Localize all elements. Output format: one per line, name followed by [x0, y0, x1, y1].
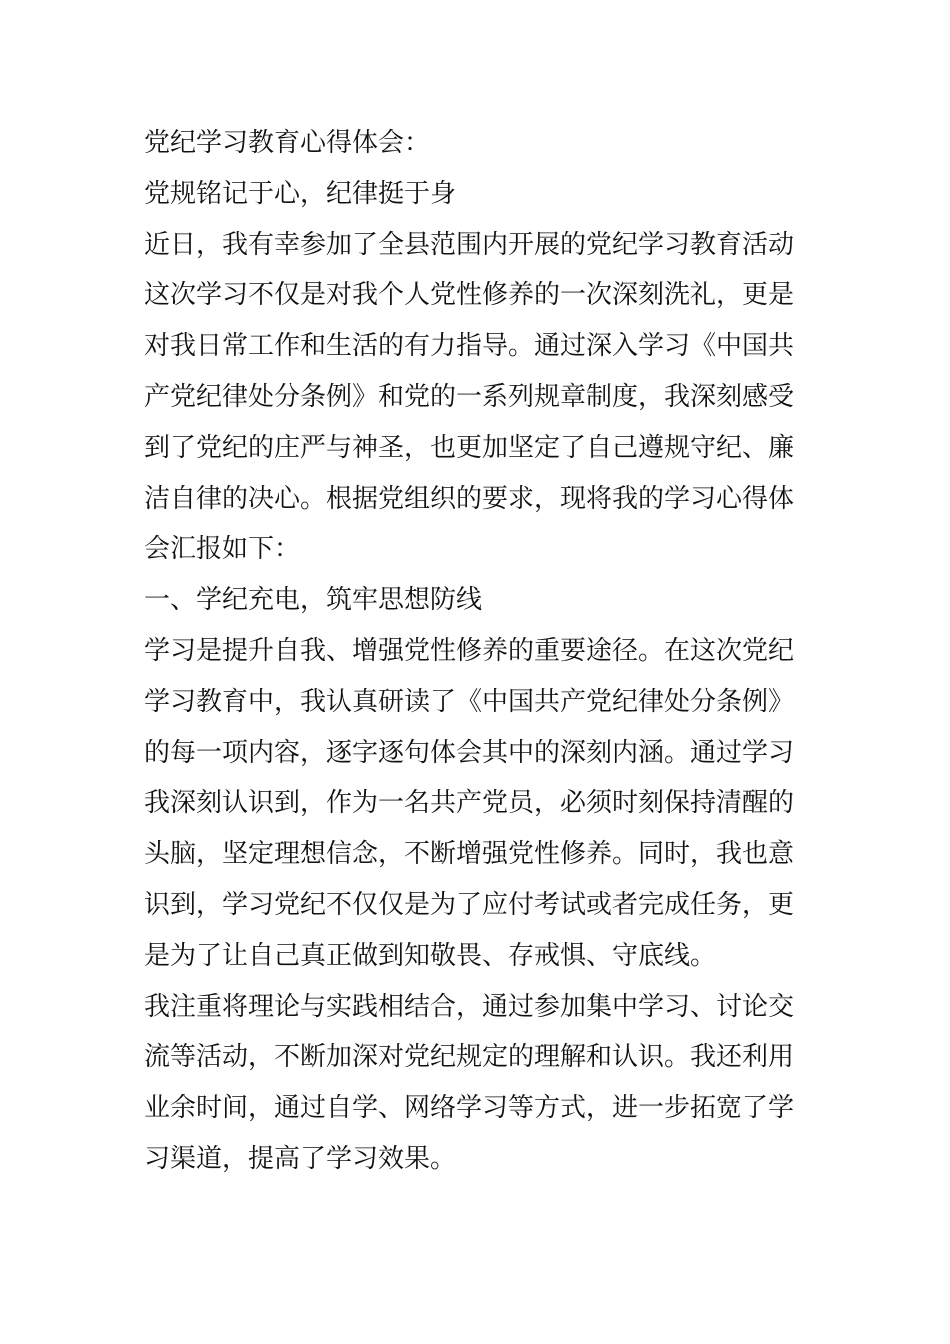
document-body	[144, 118, 814, 1185]
text-line: 近日，我有幸参加了全县范围内开展的党纪学习教育活动	[144, 229, 795, 260]
document-title: 党纪学习教育心得体会：	[144, 128, 431, 158]
text-line: 头脑，坚定理想信念，不断增强党性修养。同时，我也意	[144, 839, 795, 870]
text-line: 洁自律的决心。根据党组织的要求，现将我的学习心得体	[144, 483, 795, 514]
text-line: 我深刻认识到，作为一名共产党员，必须时刻保持清醒的	[144, 788, 795, 819]
text-line: 到了党纪的庄严与神圣，也更加坚定了自己遵规守纪、廉	[144, 432, 795, 463]
text-line: 是为了让自己真正做到知敬畏、存戒惧、守底线。	[144, 940, 717, 971]
text-line: 会汇报如下：	[144, 534, 301, 565]
text-line: 对我日常工作和生活的有力指导。通过深入学习《中国共	[144, 331, 795, 362]
text-line: 学习教育中，我认真研读了《中国共产党纪律处分条例》	[144, 686, 795, 717]
text-line: 产党纪律处分条例》和党的一系列规章制度，我深刻感受	[144, 381, 795, 412]
text-line: 习渠道，提高了学习效果。	[144, 1143, 457, 1174]
document-subtitle: 党规铭记于心，纪律挺于身	[144, 178, 457, 209]
text-line: 识到，学习党纪不仅仅是为了应付考试或者完成任务，更	[144, 889, 795, 920]
text-line: 这次学习不仅是对我个人党性修养的一次深刻洗礼，更是	[144, 280, 795, 311]
text-line: 流等活动，不断加深对党纪规定的理解和认识。我还利用	[144, 1042, 795, 1073]
text-line: 的每一项内容，逐字逐句体会其中的深刻内涵。通过学习	[144, 737, 795, 768]
section-heading: 一、学纪充电，筑牢思想防线	[144, 585, 483, 616]
text-line: 学习是提升自我、增强党性修养的重要途径。在这次党纪	[144, 635, 795, 666]
text-line: 业余时间，通过自学、网络学习等方式，进一步拓宽了学	[144, 1093, 795, 1124]
text-line: 我注重将理论与实践相结合，通过参加集中学习、讨论交	[144, 991, 795, 1022]
